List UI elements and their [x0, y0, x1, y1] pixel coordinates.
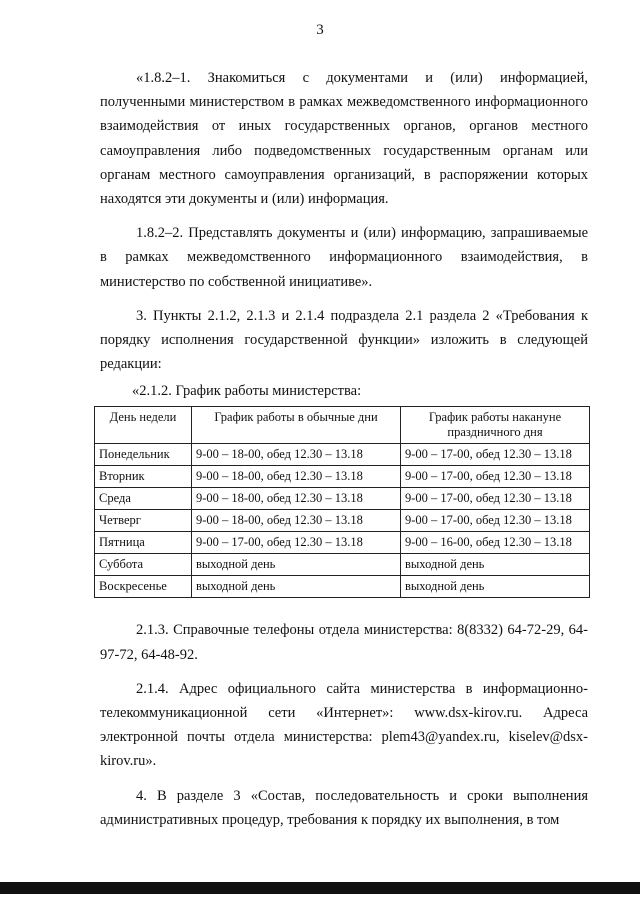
header-weekday: День недели	[95, 407, 192, 444]
cell-pre-holiday: 9-00 – 17-00, обед 12.30 – 13.18	[401, 466, 590, 488]
cell-regular: 9-00 – 17-00, обед 12.30 – 13.18	[192, 532, 401, 554]
table-caption: «2.1.2. График работы министерства:	[132, 383, 362, 400]
table-row	[95, 510, 590, 532]
cell-day: Воскресенье	[95, 576, 192, 598]
cell-day: Четверг	[95, 510, 192, 532]
header-regular-days: График работы в обычные дни	[192, 407, 401, 444]
paragraph-item-3: 3. Пункты 2.1.2, 2.1.3 и 2.1.4 подраздела 2.1 раздела 2 «Требования к порядку исполнения государственной функции» изложить в следующей редакции:	[100, 307, 588, 373]
cell-pre-holiday: 9-00 – 17-00, обед 12.30 – 13.18	[401, 488, 590, 510]
cell-pre-holiday: выходной день	[401, 576, 590, 598]
document-body	[100, 66, 588, 842]
header-pre-holiday: График работы накануне праздничного дня	[401, 407, 590, 444]
page-number: 3	[316, 22, 324, 38]
paragraph-item-4: 4. В разделе 3 «Состав, последовательность и сроки выполнения административных процедур, требования к порядку их выполнения, в том	[100, 787, 588, 828]
cell-regular: 9-00 – 18-00, обед 12.30 – 13.18	[192, 466, 401, 488]
work-schedule-table	[94, 406, 590, 598]
cell-regular: 9-00 – 18-00, обед 12.30 – 13.18	[192, 510, 401, 532]
paragraph-1-8-2-2: 1.8.2–2. Представлять документы и (или) информацию, запрашиваемые в рамках межведомственного информационного взаимодействия, в министерство по собственной инициативе».	[100, 225, 588, 290]
cell-pre-holiday: 9-00 – 16-00, обед 12.30 – 13.18	[401, 532, 590, 554]
cell-day: Понедельник	[95, 444, 192, 466]
cell-regular: выходной день	[192, 576, 401, 598]
table-row	[95, 576, 590, 598]
cell-day: Пятница	[95, 532, 192, 554]
table-header-row	[95, 407, 590, 444]
cell-day: Среда	[95, 488, 192, 510]
cell-pre-holiday: выходной день	[401, 554, 590, 576]
table-row	[95, 466, 590, 488]
cell-day: Вторник	[95, 466, 192, 488]
table-row	[95, 444, 590, 466]
paragraph-1-8-2-1: «1.8.2–1. Знакомиться с документами и (или) информацией, полученными министерством в рамках межведомственного информационного взаимодействия от иных государственных органов, органов местного самоуправления либо подведомственных государственным органам или органам местного самоуправления организаций, в распоряжении которых находятся эти документы и (или) информация.	[100, 70, 588, 208]
paragraph-2-1-3: 2.1.3. Справочные телефоны отдела министерства: 8(8332) 64-72-29, 64-97-72, 64-48-92.	[100, 622, 588, 663]
cell-pre-holiday: 9-00 – 17-00, обед 12.30 – 13.18	[401, 444, 590, 466]
table-row	[95, 488, 590, 510]
cell-pre-holiday: 9-00 – 17-00, обед 12.30 – 13.18	[401, 510, 590, 532]
cell-day: Суббота	[95, 554, 192, 576]
paragraph-2-1-4: 2.1.4. Адрес официального сайта министерства в информационно-телекоммуникационной сети «Интернет»: www.dsx-kirov.ru. Адреса электронной почты отдела министерства: plem43@yandex.ru, kiselev@dsx-kirov.ru».	[100, 680, 588, 770]
cell-regular: 9-00 – 18-00, обед 12.30 – 13.18	[192, 488, 401, 510]
cell-regular: выходной день	[192, 554, 401, 576]
scan-bottom-edge	[0, 882, 640, 894]
cell-regular: 9-00 – 18-00, обед 12.30 – 13.18	[192, 444, 401, 466]
table-row	[95, 554, 590, 576]
table-row	[95, 532, 590, 554]
